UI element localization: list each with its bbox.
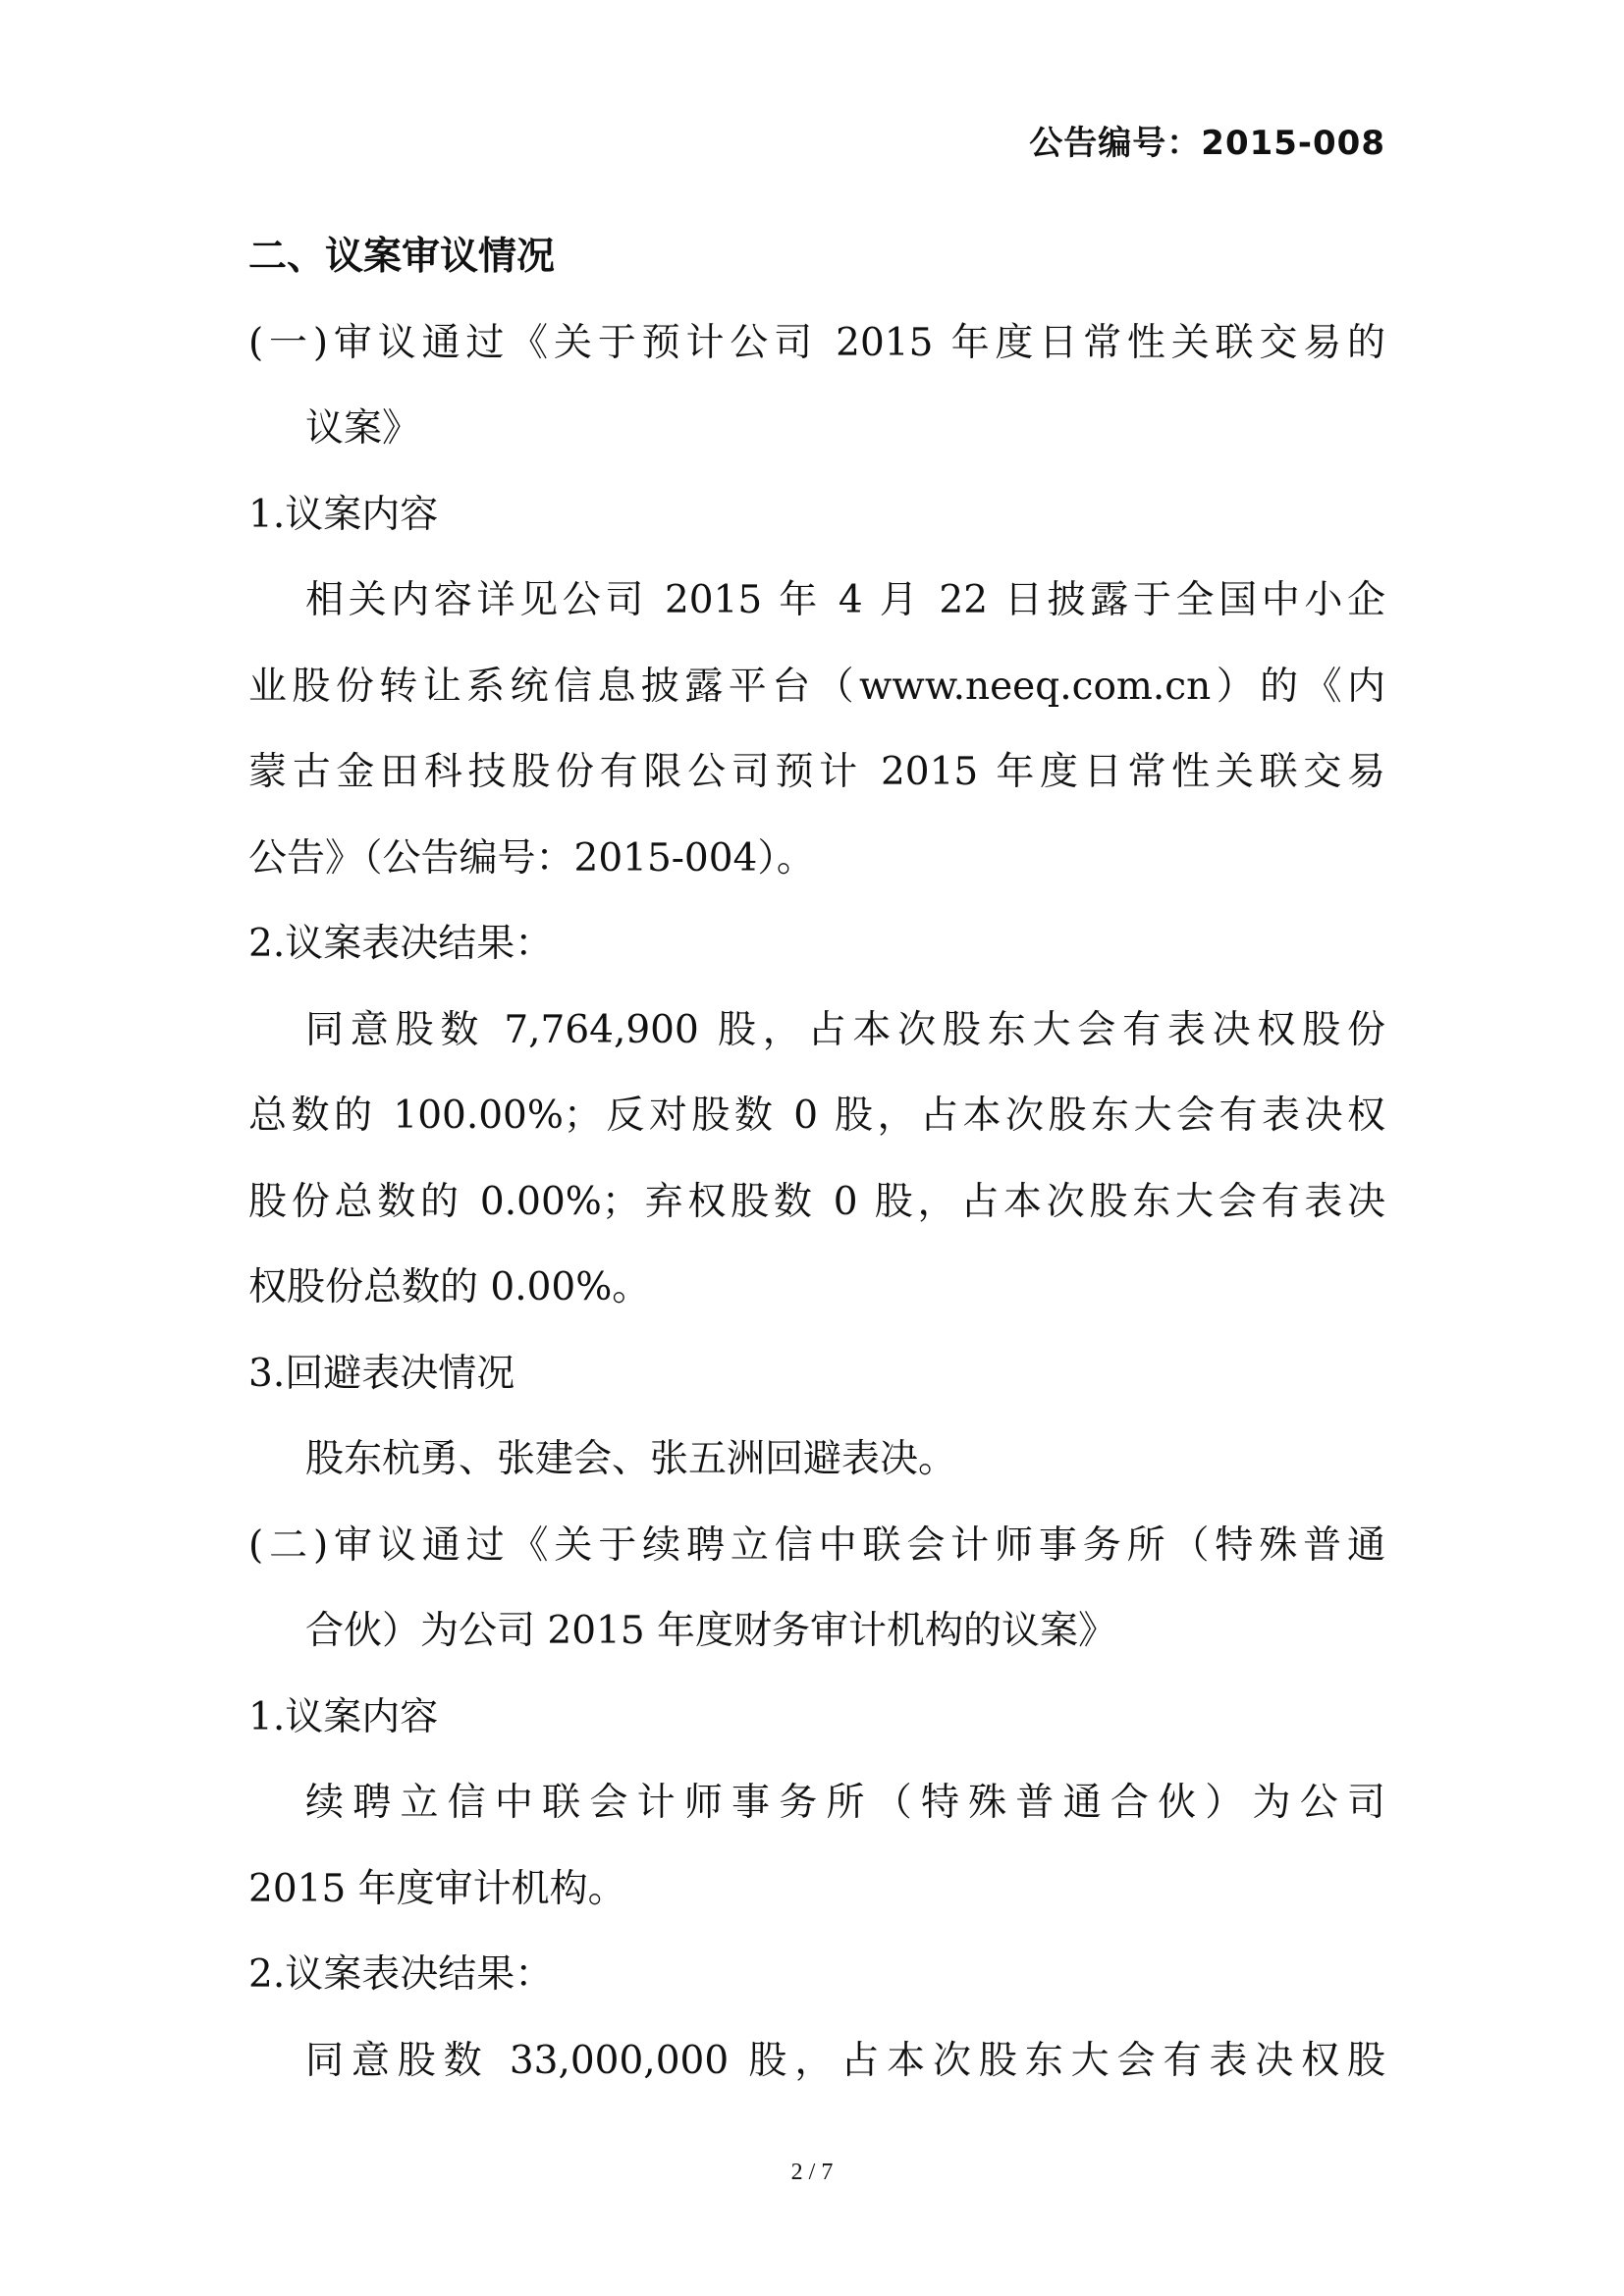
motion1-recusal-text: 股东杭勇、张建会、张五洲回避表决。 bbox=[305, 1437, 957, 1481]
motion1-recusal-heading: 3.回避表决情况 bbox=[248, 1351, 515, 1396]
page-number: 2 / 7 bbox=[790, 2160, 834, 2185]
motion1-result-line: 权股份总数的 0.00%。 bbox=[248, 1265, 651, 1309]
motion1-result-line: 总数的 100.00%；反对股数 0 股，占本次股东大会有表决权 bbox=[248, 1094, 1385, 1138]
motion2-title-line2: 合伙）为公司 2015 年度财务审计机构的议案》 bbox=[305, 1609, 1117, 1653]
motion1-content-line: 公告》（公告编号：2015-004）。 bbox=[248, 835, 815, 881]
motion1-result-heading: 2.议案表决结果： bbox=[248, 922, 554, 966]
motion1-content-line: 业股份转让系统信息披露平台（www.neeq.com.cn）的《内 bbox=[248, 664, 1385, 709]
announcement-number: 公告编号：2015-008 bbox=[1029, 124, 1385, 163]
document-body bbox=[248, 214, 1385, 2104]
motion1-title-line1: (一)审议通过《关于预计公司 2015 年度日常性关联交易的 bbox=[248, 320, 1385, 365]
motion1-result-line: 同意股数 7,764,900 股，占本次股东大会有表决权股份 bbox=[305, 1007, 1385, 1052]
motion1-result-line: 股份总数的 0.00%；弃权股数 0 股，占本次股东大会有表决 bbox=[248, 1179, 1385, 1224]
motion2-content-heading: 1.议案内容 bbox=[248, 1694, 439, 1739]
motion2-content-line: 2015 年度审计机构。 bbox=[248, 1866, 626, 1911]
motion1-title-line2: 议案》 bbox=[305, 406, 421, 451]
motion1-content-line: 蒙古金田科技股份有限公司预计 2015 年度日常性关联交易 bbox=[248, 750, 1385, 794]
motion2-result-line: 同意股数 33,000,000 股，占本次股东大会有表决权股 bbox=[305, 2038, 1385, 2083]
motion2-content-line: 续聘立信中联会计师事务所（特殊普通合伙）为公司 bbox=[305, 1781, 1385, 1825]
motion2-title-line1: (二)审议通过《关于续聘立信中联会计师事务所（特殊普通 bbox=[248, 1522, 1385, 1568]
motion1-content-heading: 1.议案内容 bbox=[248, 492, 439, 537]
section-heading: 二、议案审议情况 bbox=[248, 235, 556, 279]
motion2-result-heading: 2.议案表决结果： bbox=[248, 1952, 554, 1997]
motion1-content-line: 相关内容详见公司 2015 年 4 月 22 日披露于全国中小企 bbox=[305, 578, 1385, 622]
